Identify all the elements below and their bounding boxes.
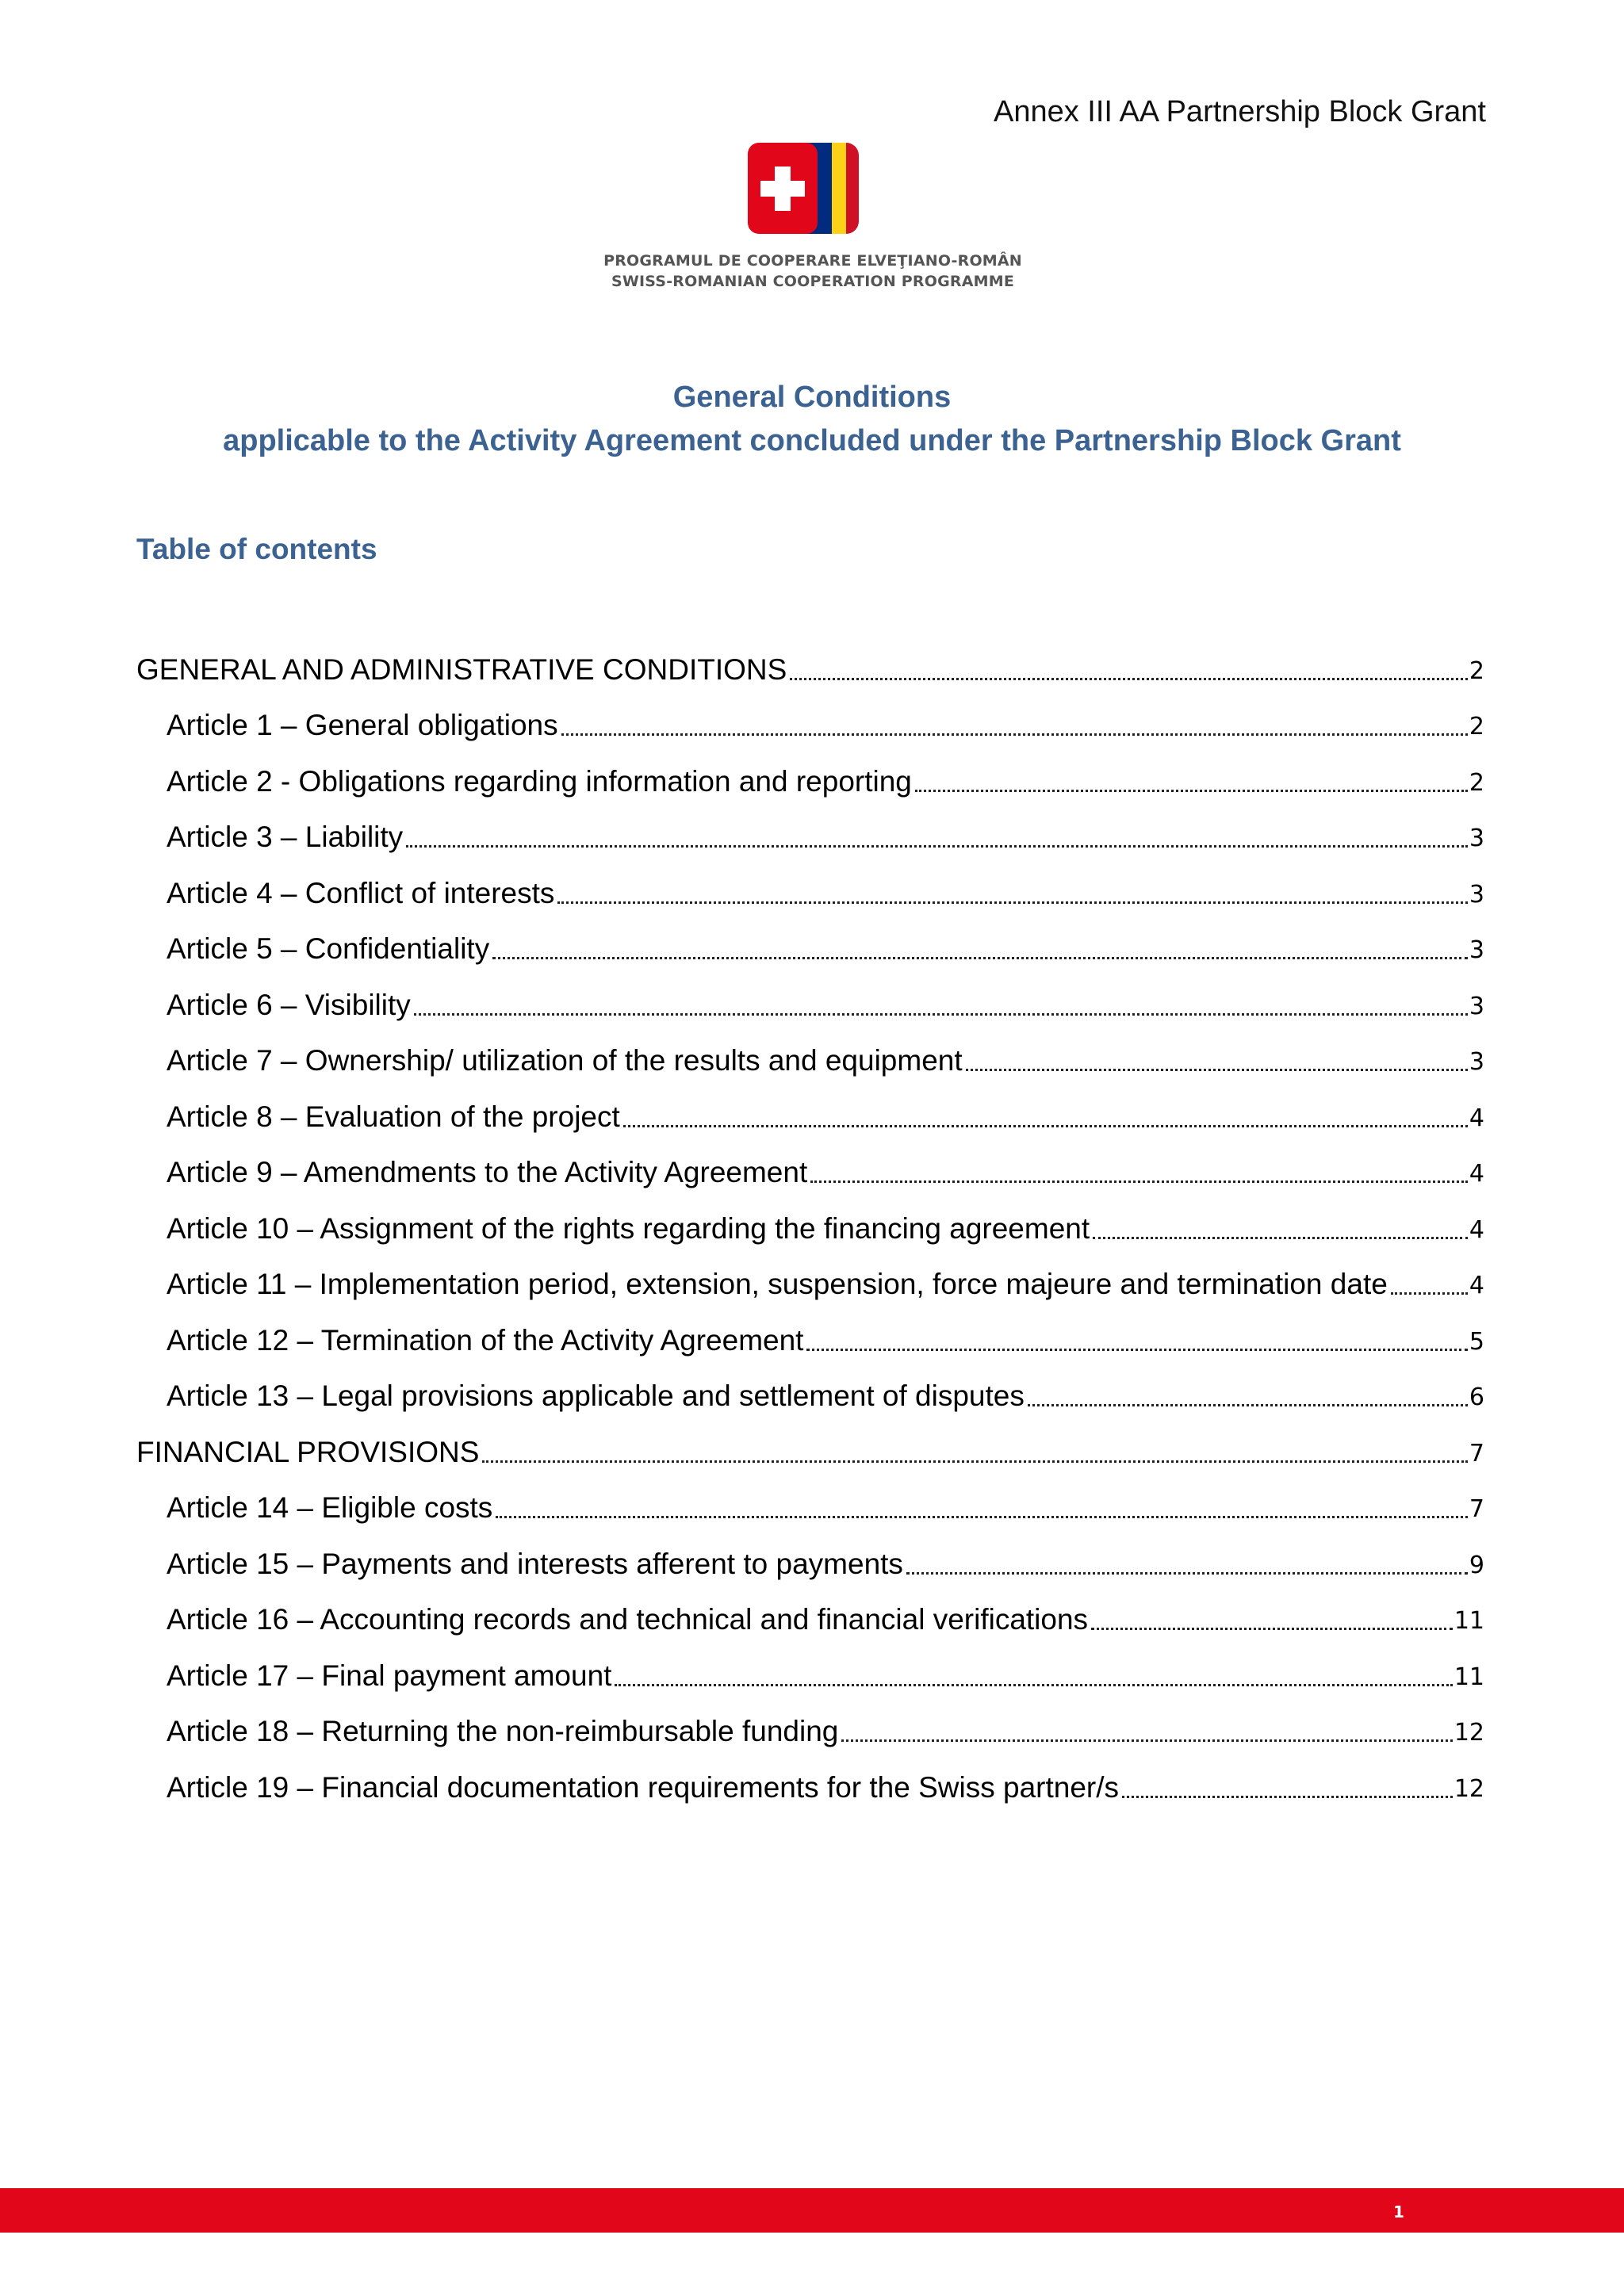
toc-entry-title: Article 4 – Conflict of interests <box>167 876 555 909</box>
toc-entry-page: 4 <box>1469 1272 1484 1299</box>
toc-dot-leader <box>557 901 1467 904</box>
toc-dot-leader <box>841 1739 1452 1742</box>
toc-entry[interactable] <box>136 1470 1484 1526</box>
toc-dot-leader <box>790 678 1468 680</box>
toc-entry-title: Article 18 – Returning the non-reimbursable funding <box>167 1715 839 1747</box>
toc-entry-title: Article 1 – General obligations <box>167 709 558 741</box>
toc-dot-leader <box>1122 1796 1453 1798</box>
toc-dot-leader <box>414 1013 1468 1016</box>
toc-entry[interactable] <box>136 799 1484 855</box>
toc-dot-leader <box>906 1572 1468 1575</box>
toc-dot-leader <box>561 733 1468 736</box>
toc-entry-page: 7 <box>1469 1439 1484 1468</box>
toc-entry-title: Article 3 – Liability <box>167 821 404 853</box>
toc-entry-page: 3 <box>1469 880 1484 909</box>
toc-entry-title: Article 6 – Visibility <box>167 988 411 1021</box>
toc-entry-page: 4 <box>1469 1160 1484 1188</box>
toc-entry[interactable] <box>136 1302 1484 1358</box>
toc-dot-leader <box>623 1125 1468 1127</box>
toc-entry[interactable] <box>136 1414 1484 1470</box>
toc-dot-leader <box>915 790 1468 792</box>
toc-entry-page: 4 <box>1469 1104 1484 1132</box>
toc-dot-leader <box>492 957 1468 959</box>
toc-entry-title: GENERAL AND ADMINISTRATIVE CONDITIONS <box>136 652 787 686</box>
toc-dot-leader <box>406 845 1468 848</box>
toc-dot-leader <box>1091 1628 1453 1630</box>
toc-dot-leader <box>966 1069 1468 1071</box>
toc-entry-page: 2 <box>1469 713 1484 740</box>
toc-dot-leader <box>496 1516 1468 1518</box>
toc-dot-leader <box>482 1460 1467 1463</box>
page-number: 1 <box>1393 2202 1404 2221</box>
toc-entry-title: Article 16 – Accounting records and technical and financial verifications <box>167 1603 1089 1636</box>
toc-entry-title: Article 9 – Amendments to the Activity Agreement <box>167 1156 808 1188</box>
toc-heading: Table of contents <box>136 533 377 565</box>
toc-entry-page: 3 <box>1469 992 1484 1020</box>
toc-entry-title: Article 17 – Final payment amount <box>167 1659 612 1692</box>
toc-entry[interactable] <box>136 1358 1484 1414</box>
toc-entry-page: 2 <box>1469 768 1484 797</box>
toc-entry[interactable] <box>136 1078 1484 1135</box>
toc-entry-page: 6 <box>1469 1383 1484 1411</box>
toc-entry[interactable] <box>136 631 1484 687</box>
toc-dot-leader <box>810 1181 1468 1183</box>
toc-entry-page: 4 <box>1469 1215 1484 1244</box>
toc-entry[interactable] <box>136 1693 1484 1750</box>
toc-entry[interactable] <box>136 1637 1484 1693</box>
toc-entry[interactable] <box>136 966 1484 1023</box>
toc-dot-leader <box>615 1684 1452 1686</box>
toc-entry[interactable] <box>136 1190 1484 1246</box>
toc-entry-title: Article 11 – Implementation period, extension, suspension, force majeure and termination date <box>167 1268 1388 1300</box>
toc-entry-title: Article 12 – Termination of the Activity Agreement <box>167 1323 804 1357</box>
toc-entry[interactable] <box>136 911 1484 967</box>
programme-logo <box>599 140 1027 298</box>
toc-dot-leader <box>1028 1404 1468 1406</box>
toc-entry-title: Article 13 – Legal provisions applicable and settlement of disputes <box>167 1380 1025 1412</box>
annex-label: Annex III AA Partnership Block Grant <box>994 95 1486 128</box>
toc-entry-page: 2 <box>1469 656 1484 685</box>
toc-entry[interactable] <box>136 855 1484 911</box>
toc-entry[interactable] <box>136 743 1484 799</box>
toc-entry-title: Article 8 – Evaluation of the project <box>167 1100 620 1133</box>
toc-entry[interactable] <box>136 1749 1484 1805</box>
footer-bar <box>0 2188 1624 2233</box>
toc-entry-title: Article 14 – Eligible costs <box>167 1491 493 1524</box>
document-title: General Conditions <box>672 381 952 414</box>
toc-dot-leader <box>806 1349 1467 1351</box>
toc-entry[interactable] <box>136 1582 1484 1638</box>
toc-entry[interactable] <box>136 1246 1484 1303</box>
toc-entry-page: 3 <box>1469 936 1484 964</box>
toc-entry[interactable] <box>136 1135 1484 1191</box>
toc-entry-title: Article 15 – Payments and interests afferent to payments <box>167 1547 903 1580</box>
toc-entry-title: Article 7 – Ownership/ utilization of the results and equipment <box>167 1044 963 1077</box>
toc-entry-title: Article 10 – Assignment of the rights regarding the financing agreement <box>167 1211 1090 1245</box>
toc-entry-page: 7 <box>1469 1495 1484 1523</box>
toc-entry-page: 11 <box>1454 1663 1484 1691</box>
toc-dot-leader <box>1093 1237 1468 1239</box>
toc-entry-page: 12 <box>1454 1719 1484 1747</box>
toc-entry-page: 9 <box>1469 1551 1484 1579</box>
toc-entry-page: 11 <box>1454 1607 1484 1635</box>
toc-dot-leader <box>1391 1292 1468 1295</box>
toc-entry-title: Article 19 – Financial documentation requirements for the Swiss partner/s <box>167 1770 1120 1804</box>
document-subtitle: applicable to the Activity Agreement concluded under the Partnership Block Grant <box>223 424 1401 457</box>
toc-entry-title: Article 2 - Obligations regarding information and reporting <box>167 764 912 798</box>
toc-entry[interactable] <box>136 687 1484 744</box>
toc-entry-title: Article 5 – Confidentiality <box>167 932 490 965</box>
table-of-contents <box>136 631 1484 1805</box>
toc-entry-page: 12 <box>1454 1774 1484 1803</box>
toc-entry-page: 5 <box>1469 1327 1484 1356</box>
toc-entry-title: FINANCIAL PROVISIONS <box>136 1435 480 1468</box>
logo-text-english: SWISS-ROMANIAN COOPERATION PROGRAMME <box>611 273 1015 290</box>
logo-text-romanian: PROGRAMUL DE COOPERARE ELVEŢIANO-ROMÂN <box>603 252 1022 270</box>
flag-emblem-icon <box>599 140 1027 243</box>
toc-entry[interactable] <box>136 1525 1484 1582</box>
toc-entry-page: 3 <box>1469 825 1484 852</box>
toc-entry[interactable] <box>136 1023 1484 1079</box>
toc-entry-page: 3 <box>1469 1048 1484 1076</box>
